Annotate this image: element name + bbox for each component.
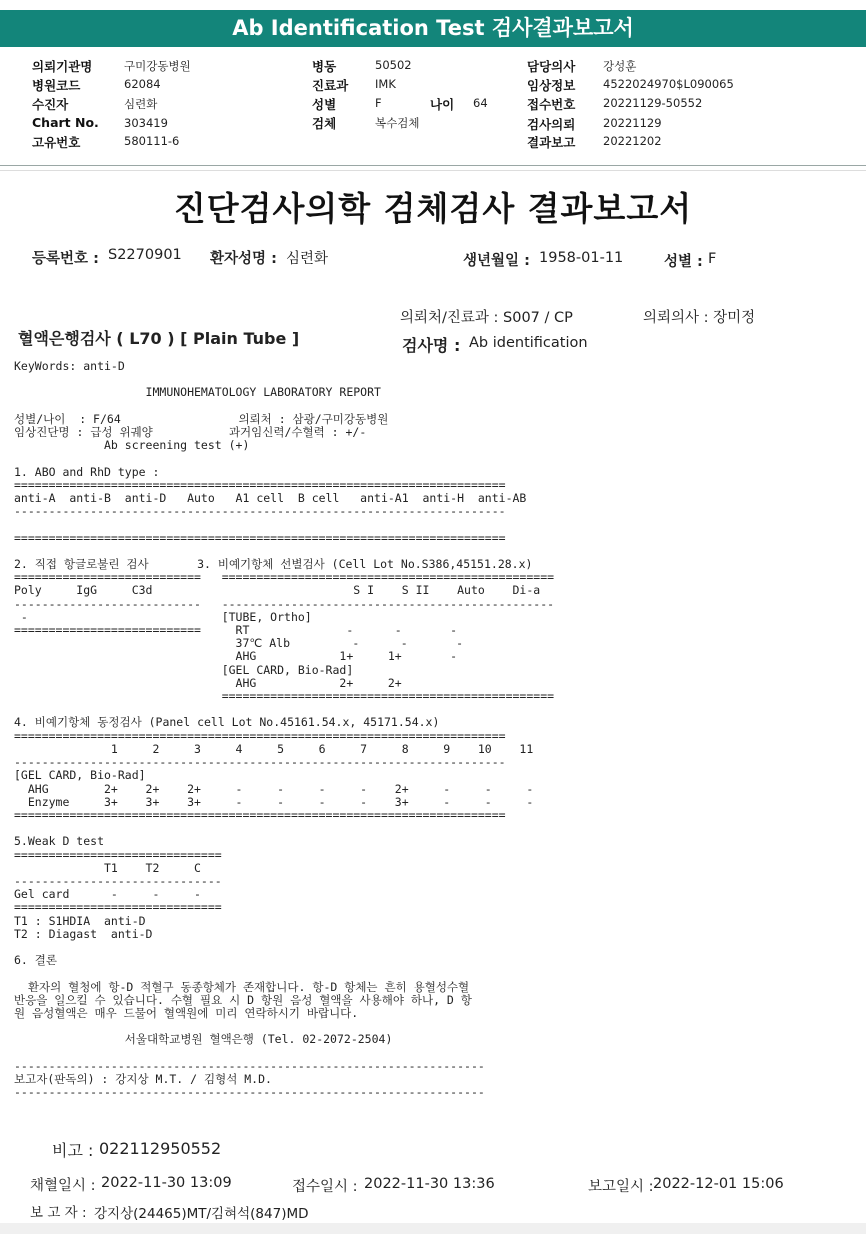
note-value: 022112950552 [99,1139,222,1158]
note-label: 비고 : [52,1141,94,1160]
header-value: 580111-6 [124,134,180,148]
collect-value: 2022-11-30 13:09 [101,1175,232,1191]
header-value: 구미강동병원 [124,59,191,73]
test-name-value: Ab identification [469,335,588,351]
header-label: 고유번호 [32,135,81,150]
page-bottom-strip [0,1223,866,1234]
reporter-value: 강지상(24465)MT/김혀석(847)MD [94,1206,309,1222]
header-value: 303419 [124,116,168,130]
header-label: 담당의사 [527,59,576,74]
sex-value: F [708,251,717,267]
header-value: 62084 [124,77,161,91]
header-value: IMK [375,77,396,91]
header-label: 임상정보 [527,78,576,93]
report-title: 진단검사의학 검체검사 결과보고서 [173,189,693,228]
dob-value: 1958-01-11 [539,250,624,266]
requester-dept: 의뢰처/진료과 : S007 / CP [400,310,573,326]
header-label: 나이 [430,97,455,112]
test-group: 혈액은행검사 ( L70 ) [ Plain Tube ] [18,329,300,348]
header-value: 복수검체 [375,116,420,130]
header-label: 결과보고 [527,135,576,150]
header-value: 강성훈 [603,59,637,73]
header-value: 20221129 [603,116,662,130]
lab-report-text: KeyWords: anti-D IMMUNOHEMATOLOGY LABORATORY REPORT 성별/나이 : F/64 의뢰처 : 삼광/구미강동병원 임상진단명 : 급성 위궤양 과거임신력/수혈력 : +/- Ab screening test (+) 1. ABO and RhD type : ======================================================================= anti-A anti-B anti-D Auto A1 cell B cell anti-A1 anti-H anti-AB ----------------------------------------------------------------------- ======================================================================= 2. 직접 항글로불린 검사 3. 비예기항체 선별검사 (Cell Lot No.S386,45151.28.x) =========================== ================================================ Poly IgG C3d S I S II Auto Di-a --------------------------- ------------------------------------------------ - [TUBE, Ortho] =========================== RT - - - 37℃ Alb - - - AHG 1+ 1+ - [GEL CARD, Bio-Rad] AHG 2+ 2+ ================================================ 4. 비예기항체 동정검사 (Panel cell Lot No.45161.54.x, 45171.54.x) ======================================================================= 1 2 3 4 5 6 7 8 9 10 11 ----------------------------------------------------------------------- [GEL CARD, Bio-Rad] AHG 2+ 2+ 2+ - - - - 2+ - - - Enzyme 3+ 3+ 3+ - - - - 3+ - - - ======================================================================= 5.Weak D test ============================== T1 T2 C ------------------------------ Gel card - - - ============================== T1 : S1HDIA anti-D T2 : Diagast anti-D 6. 결론 환자의 혈청에 항-D 적혈구 동종항체가 존재합니다. 항-D 항체는 흔히 용혈성수혈 반응을 일으킬 수 있습니다. 수혈 필요 시 D 항원 음성 혈액을 사용해야 하나, D 항 원 음성혈액은 매우 드물어 혈액원에 미리 연락하시기 바랍니다. 서울대학교병원 혈액은행 (Tel. 02-2072-2504) -------------------------------------------------------------------- 보고자(판독의) : 강지상 M.T. / 김형석 M.D. -------------------------------------------------------------------- [14,359,555,1100]
header-value: 심련화 [124,97,158,111]
header-label: 의뢰기관명 [32,59,93,74]
collect-label: 채혈일시 : [30,1178,96,1194]
header-label: 수진자 [32,97,69,112]
header-value: 20221129-50552 [603,96,703,110]
receive-label: 접수일시 : [292,1179,358,1195]
reg-label: 등록번호 : [32,251,99,267]
header-label: 병원코드 [32,78,81,93]
dob-label: 생년월일 : [463,253,530,269]
header-label: Chart No. [32,115,99,130]
reporter-label: 보 고 자 : [30,1205,87,1221]
header-info-block [0,47,866,166]
header-label: 진료과 [312,78,349,93]
test-name-label: 검사명 : [402,336,461,355]
reg-value: S2270901 [108,247,182,263]
header-value: 20221202 [603,134,662,148]
header-label: 접수번호 [527,97,576,112]
header-value: 50502 [375,58,412,72]
name-value: 심련화 [286,251,329,267]
receive-value: 2022-11-30 13:36 [364,1176,495,1192]
name-label: 환자성명 : [210,251,277,267]
report-banner: Ab Identification Test 검사결과보고서 [0,10,866,47]
header-label: 검사의뢰 [527,117,576,132]
report-time-label: 보고일시 : [588,1179,654,1195]
requester-doctor: 의뢰의사 : 장미정 [643,310,756,326]
header-label: 성별 [312,97,337,112]
sex-label: 성별 : [664,254,703,270]
header-label: 병동 [312,59,337,74]
header-value: 4522024970$L090065 [603,77,734,91]
report-time-value: 2022-12-01 15:06 [653,1176,784,1192]
header-value: F [375,96,382,110]
header-value: 64 [473,96,488,110]
header-label: 검체 [312,116,337,131]
